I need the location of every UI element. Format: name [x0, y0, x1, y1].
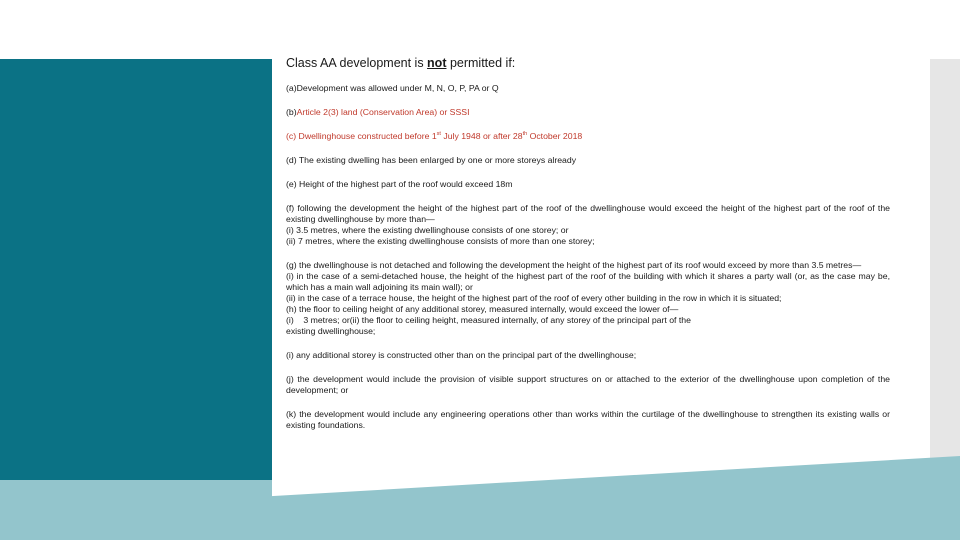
item-k: (k) the development would include any engineering operations other than works within the curtilage of the dwellinghouse to strengthen its existing walls or existing foundations. — [286, 409, 890, 430]
item-i: (i) any additional storey is constructed other than on the principal part of the dwellinghouse; — [286, 350, 637, 360]
item-a: (a)Development was allowed under M, N, O, P, PA or Q — [286, 83, 499, 93]
item-e: (e) Height of the highest part of the roof would exceed 18m — [286, 179, 513, 189]
item-j: (j) the development would include the provision of visible support structures on or attached to the exterior of the dwellinghouse upon completion of the development; or — [286, 374, 890, 395]
title-emphasis: not — [427, 56, 447, 70]
item-f: (f) following the development the height of the highest part of the roof of the dwellinghouse would exceed the height of the highest part of the roof of the existing dwellinghouse by more than— (i) 3.5 metres, where the existing dwellinghouse consists of one storey; or (ii) 7 metres, where the existing dwellinghouse consists of more than one storey; — [286, 203, 890, 246]
slide-content — [286, 56, 890, 444]
item-c: (c) Dwellinghouse constructed before 1st July 1948 or after 28th October 2018 — [286, 131, 583, 141]
slide-title: Class AA development is not permitted if: — [286, 56, 516, 70]
item-g-h: (g) the dwellinghouse is not detached and following the development the height of the highest part of its roof would exceed by more than 3.5 metres— (i) in the case of a semi-detached house, the height of the highest part of the roof of the building with which it shares a party wall (or, as the case may be, which has a main wall adjoining its main wall); or (ii) in the case of a terrace house, the height of the highest part of the roof of every other building in the row in which it is situated; (h) the floor to ceiling height of any additional storey, measured internally, would exceed the lower of— (i) 3 metres; or(ii) the floor to ceiling height, measured internally, of any storey of the principal part of the existing dwellinghouse; — [286, 260, 890, 336]
item-d: (d) The existing dwelling has been enlarged by one or more storeys already — [286, 155, 577, 165]
item-b: (b)Article 2(3) land (Conservation Area) or SSSI — [286, 107, 470, 117]
